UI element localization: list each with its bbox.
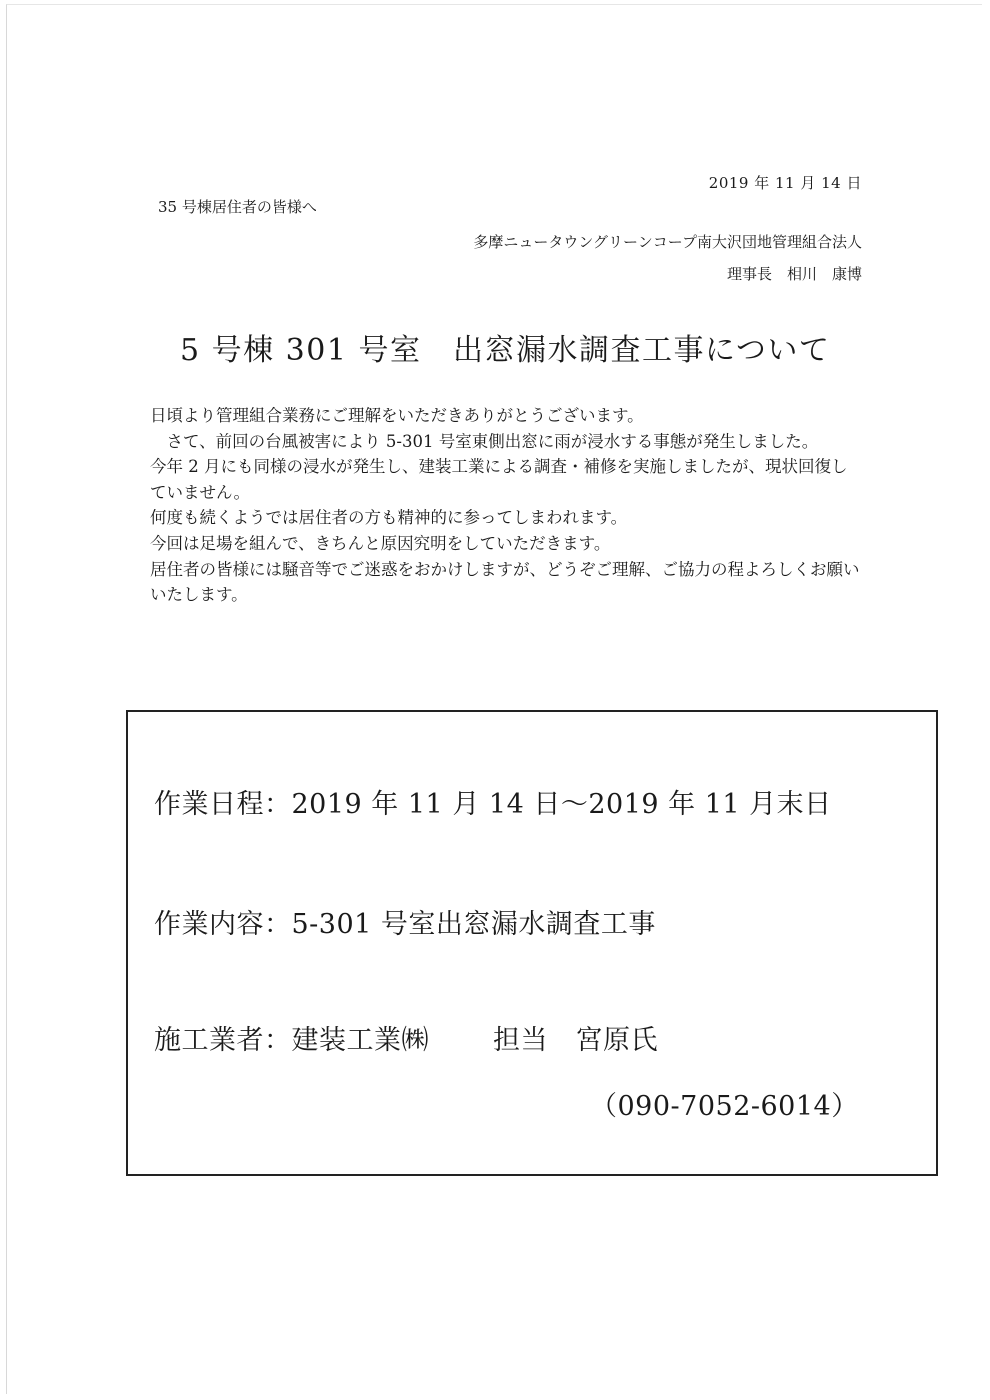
contact-person: 担当 宮原氏	[493, 1025, 658, 1056]
body-paragraph: 日頃より管理組合業務にご理解をいただきありがとうございます。	[150, 406, 644, 425]
body-text	[150, 403, 862, 608]
contractor-value: 建装工業㈱	[291, 1025, 429, 1056]
page-border	[6, 4, 982, 1394]
work-info-box	[126, 710, 938, 1176]
work-schedule-row	[154, 782, 832, 821]
body-paragraph: 今回は足場を組んで、きちんと原因究明をしていただきます。	[150, 533, 611, 553]
body-paragraph: 何度も続くようでは居住者の方も精神的に参ってしまわれます。	[150, 508, 628, 528]
body-paragraph: さて、前回の台風被害により 5-301 号室東側出窓に雨が浸水する事態が発生しました。	[150, 431, 819, 451]
document-date: 2019 年 11 月 14 日	[708, 174, 862, 192]
work-schedule-value: 2019 年 11 月 14 日～2019 年 11 月末日	[291, 789, 832, 820]
sender-organization: 多摩ニュータウングリーンコープ南大沢団地管理組合法人	[473, 233, 862, 251]
body-paragraph: 居住者の皆様には騒音等でご迷惑をおかけしますが、どうぞご理解、ご協力の程よろしくお願いいたします。	[150, 559, 860, 605]
recipient-line: 35 号棟居住者の皆様へ	[158, 198, 317, 216]
sender-name: 理事長 相川 康博	[726, 265, 862, 283]
work-content-row	[154, 902, 656, 941]
work-content-value: 5-301 号室出窓漏水調査工事	[291, 909, 656, 940]
contact-phone: （090-7052-6014）	[590, 1091, 859, 1122]
work-content-label: 作業内容：	[154, 909, 292, 940]
document-title: 5 号棟 301 号室 出窓漏水調査工事について	[180, 333, 831, 368]
contractor-row	[154, 1018, 658, 1057]
work-schedule-label: 作業日程：	[154, 789, 292, 820]
body-paragraph: 今年 2 月にも同様の浸水が発生し、建装工業による調査・補修を実施しましたが、現状回復していません。	[150, 457, 848, 502]
contractor-label: 施工業者：	[154, 1025, 292, 1056]
